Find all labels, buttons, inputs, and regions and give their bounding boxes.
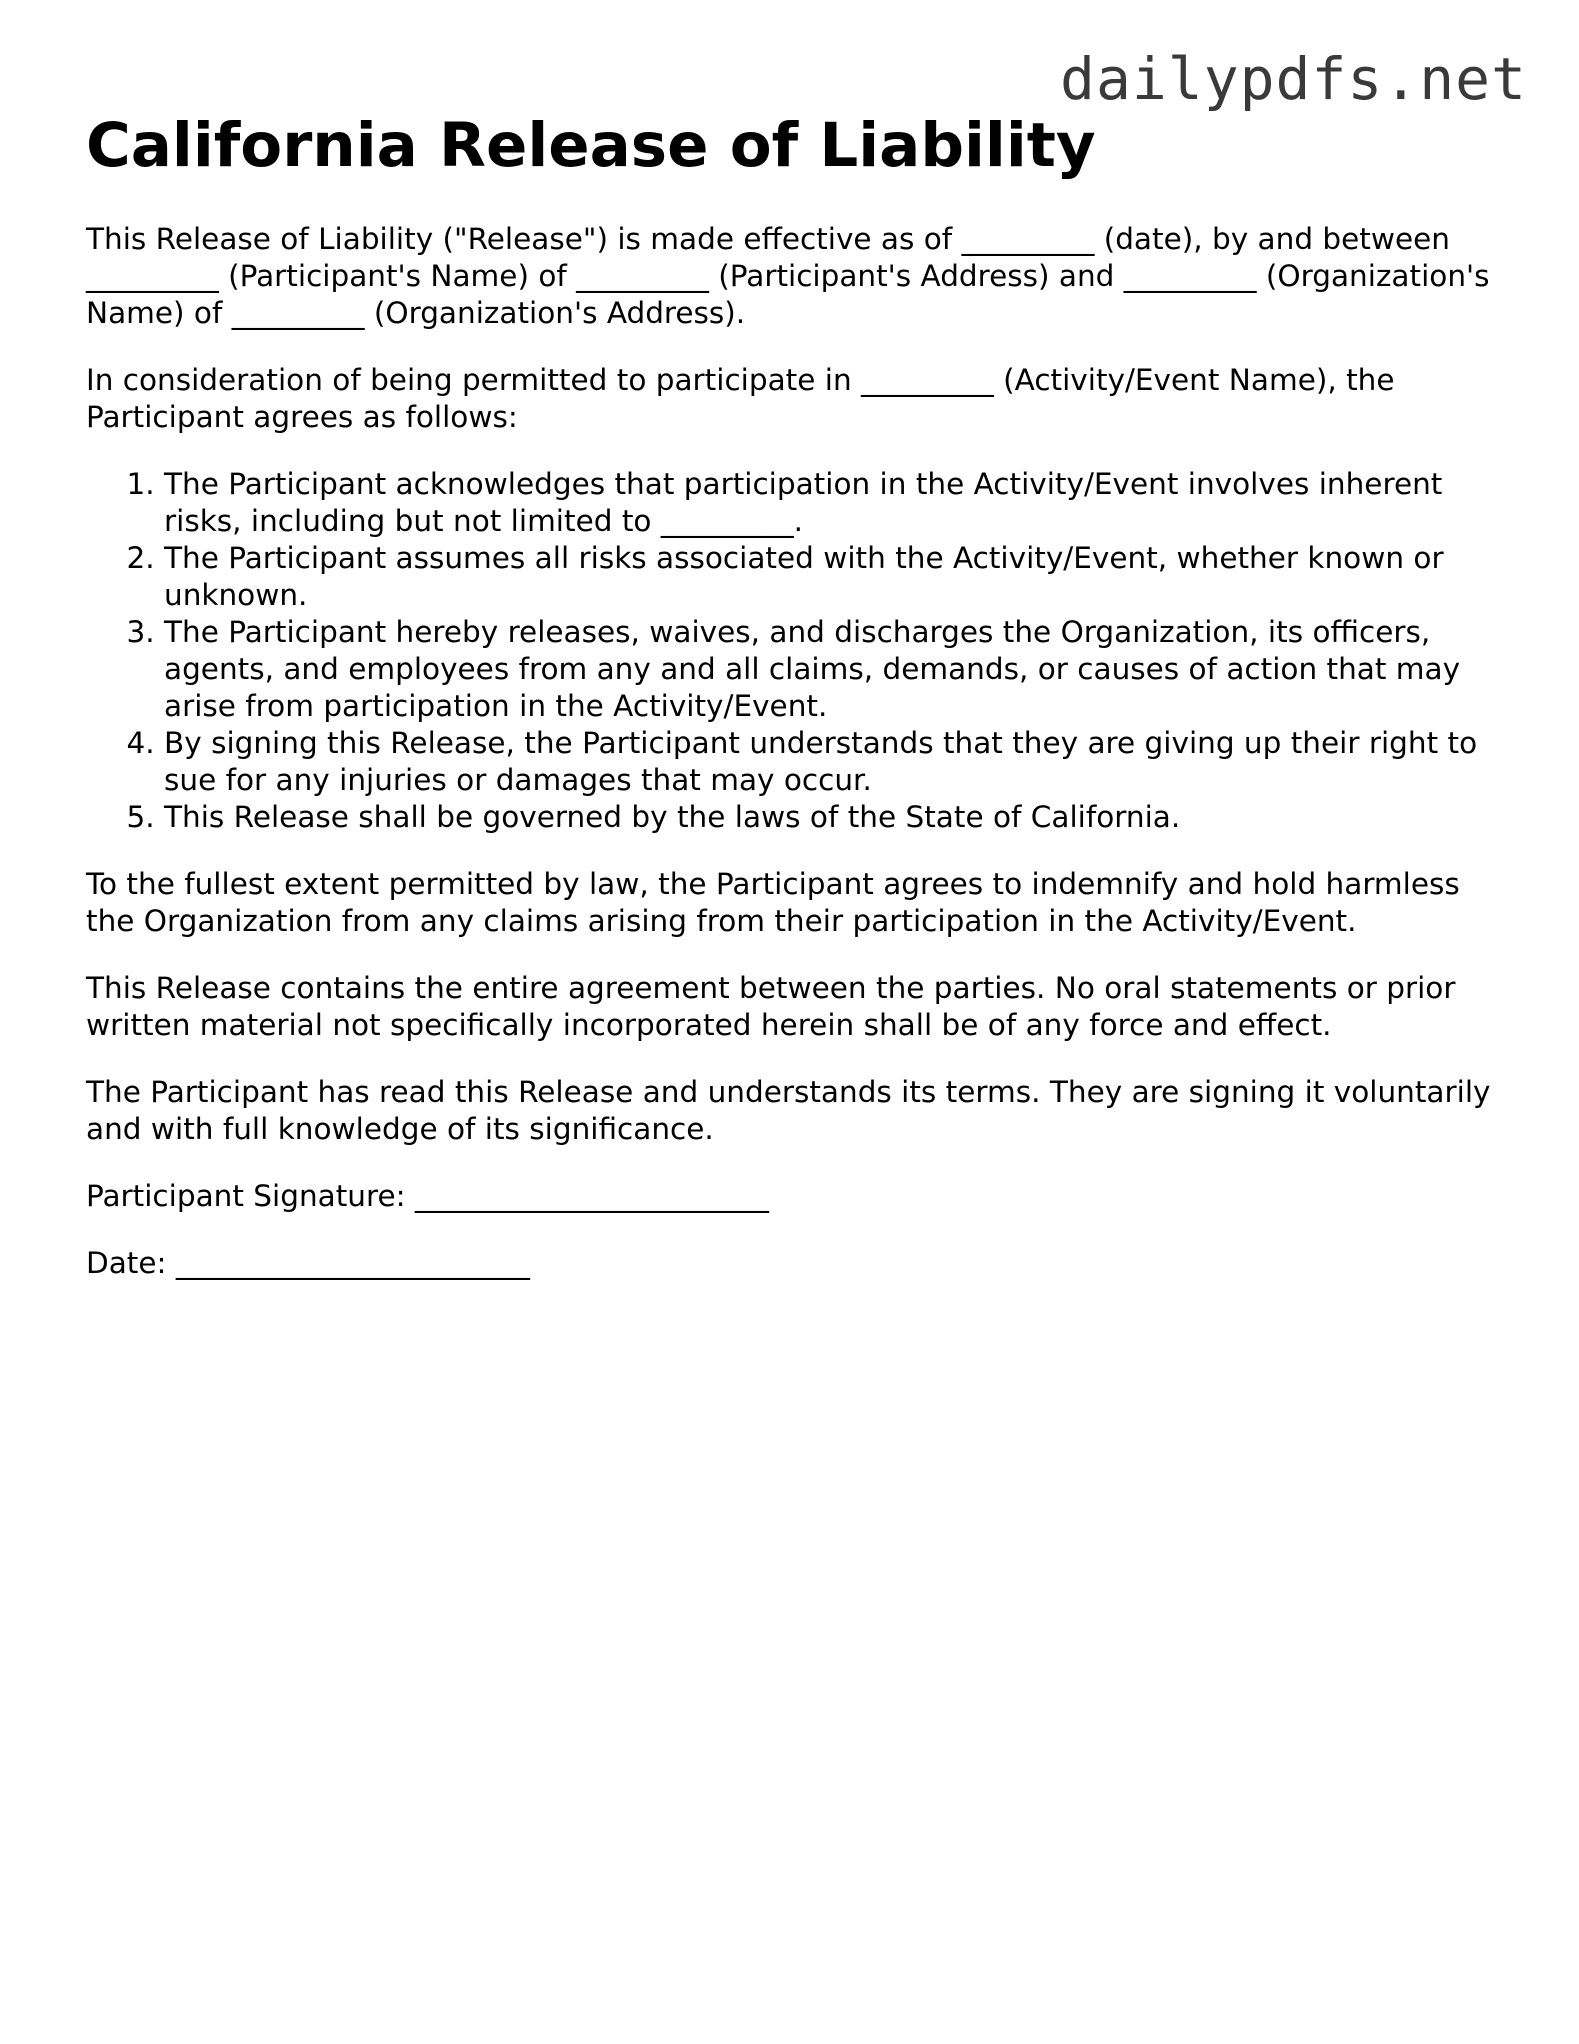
indemnify-paragraph: To the fullest extent permitted by law, the Participant agrees to indemnify and hold harmless the Organization from any claims arising from their participation in the Activity/Event.	[86, 867, 1460, 939]
document-body	[86, 112, 1506, 1312]
watermark: dailypdfs.net	[1060, 45, 1527, 113]
term-item: 3. The Participant hereby releases, waives, and discharges the Organization, its officers, agents, and employees from any and all claims, demands, or causes of action that may arise from participation in the Activity/Event.	[164, 614, 1506, 725]
intro-paragraph: This Release of Liability ("Release") is made effective as of _________ (date), by and between _________ (Participant's Name) of _________ (Participant's Address) and _________ (Organization's Name) of _________ (Organization's Address).	[86, 222, 1490, 331]
terms-list	[86, 466, 1506, 836]
term-item: 2. The Participant assumes all risks associated with the Activity/Event, whether known or unknown.	[164, 540, 1506, 614]
acknowledgment-paragraph: The Participant has read this Release and understands its terms. They are signing it voluntarily and with full knowledge of its significance.	[86, 1075, 1491, 1147]
document-title: California Release of Liability	[86, 110, 1096, 181]
entire-agreement-paragraph: This Release contains the entire agreement between the parties. No oral statements or prior written material not specifically incorporated herein shall be of any force and effect.	[86, 971, 1456, 1043]
term-item: 4. By signing this Release, the Participant understands that they are giving up their right to sue for any injuries or damages that may occur.	[164, 725, 1506, 799]
signature-line: Participant Signature: ________________________	[86, 1179, 769, 1214]
term-item: 1. The Participant acknowledges that participation in the Activity/Event involves inherent risks, including but not limited to _________.	[164, 466, 1506, 540]
consideration-paragraph: In consideration of being permitted to participate in _________ (Activity/Event Name), the Participant agrees as follows:	[86, 363, 1395, 435]
term-item: 5. This Release shall be governed by the laws of the State of California.	[164, 799, 1506, 836]
date-line: Date: ________________________	[86, 1246, 530, 1281]
